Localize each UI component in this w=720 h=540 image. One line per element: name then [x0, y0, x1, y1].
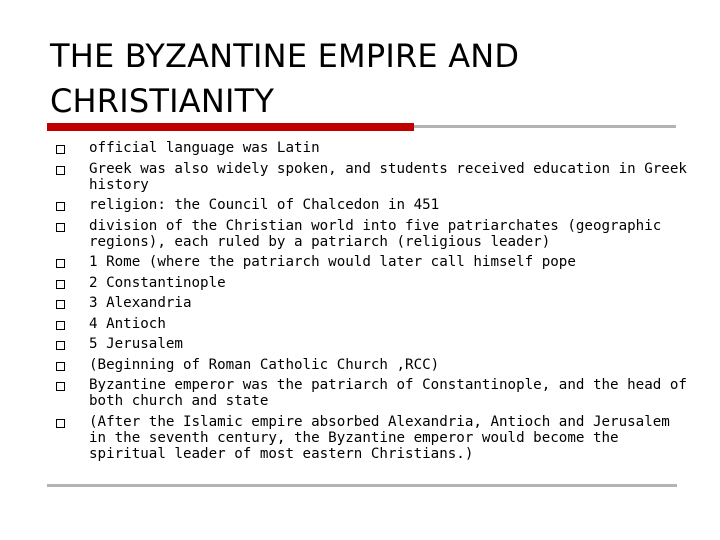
hollow-square-bullet-icon	[56, 166, 65, 175]
bullet-text: Greek was also widely spoken, and students received education in Greek history	[89, 160, 687, 193]
bullet-item	[50, 140, 690, 156]
title-rule	[414, 125, 676, 128]
hollow-square-bullet-icon	[56, 362, 65, 371]
bullet-item	[50, 414, 690, 462]
hollow-square-bullet-icon	[56, 419, 65, 428]
bullet-text: (Beginning of Roman Catholic Church ,RCC)	[89, 356, 440, 373]
bullet-text: Byzantine emperor was the patriarch of Constantinople, and the head of both church and state	[89, 377, 687, 409]
bullet-item	[50, 161, 690, 193]
bullet-text: 4 Antioch	[89, 315, 166, 332]
title-line-2: CHRISTIANITY	[50, 82, 275, 120]
bullet-text: 5 Jerusalem	[89, 336, 183, 352]
bullet-item	[50, 336, 690, 352]
hollow-square-bullet-icon	[56, 280, 65, 289]
bullet-item	[50, 316, 690, 332]
slide-title	[50, 34, 680, 124]
hollow-square-bullet-icon	[56, 382, 65, 391]
title-accent-bar	[47, 123, 414, 131]
bullet-text: (After the Islamic empire absorbed Alexandria, Antioch and Jerusalem in the seventh century, the Byzantine emperor would become the spiritual leader of most eastern Christians.)	[89, 413, 670, 462]
bullet-text: 1 Rome (where the patriarch would later call himself pope	[89, 254, 576, 270]
hollow-square-bullet-icon	[56, 223, 65, 232]
bullet-item	[50, 197, 690, 213]
title-line-1: THE BYZANTINE EMPIRE AND	[50, 37, 520, 75]
bullet-text: division of the Christian world into five patriarchates (geographic regions), each ruled by a patriarch (religious leader)	[89, 217, 662, 250]
bullet-text: religion: the Council of Chalcedon in 451	[89, 197, 440, 213]
hollow-square-bullet-icon	[56, 341, 65, 350]
bullet-text: 2 Constantinople	[89, 274, 226, 291]
bullet-item	[50, 377, 690, 409]
bottom-rule	[47, 484, 677, 487]
bullet-list	[50, 140, 690, 466]
bullet-item	[50, 254, 690, 270]
hollow-square-bullet-icon	[56, 202, 65, 211]
bullet-item	[50, 275, 690, 291]
bullet-text: 3 Alexandria	[89, 295, 192, 311]
bullet-text: official language was Latin	[89, 140, 320, 156]
bullet-item	[50, 295, 690, 311]
hollow-square-bullet-icon	[56, 145, 65, 154]
bullet-item	[50, 357, 690, 373]
hollow-square-bullet-icon	[56, 321, 65, 330]
bullet-item	[50, 218, 690, 250]
hollow-square-bullet-icon	[56, 259, 65, 268]
hollow-square-bullet-icon	[56, 300, 65, 309]
